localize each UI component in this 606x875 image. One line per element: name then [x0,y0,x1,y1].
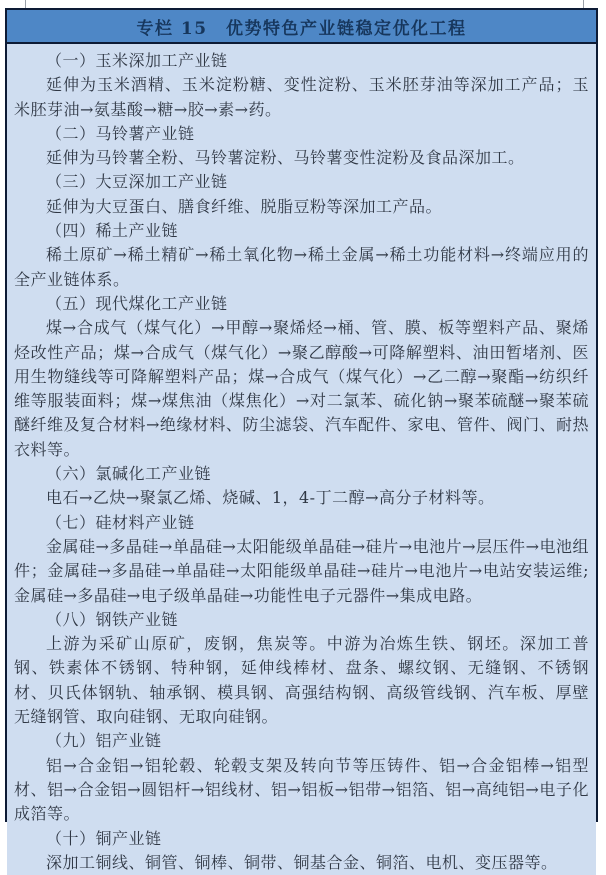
page-gridline-tick [583,0,584,8]
section-heading: （一）玉米深加工产业链 [14,49,589,73]
panel-header [7,10,596,44]
section-heading: （四）稀土产业链 [14,219,589,243]
section-heading: （九）铝产业链 [14,729,589,753]
section-rare-earth [14,219,589,292]
section-body: 稀土原矿→稀土精矿→稀土氧化物→稀土金属→稀土功能材料→终端应用的全产业链体系。 [14,243,589,292]
section-heading: （六）氯碱化工产业链 [14,462,589,486]
section-body: 金属硅→多晶硅→单晶硅→太阳能级单晶硅→硅片→电池片→层压件→电池组件；金属硅→多晶硅→单晶硅→太阳能级单晶硅→硅片→电池片→电站安装运维;金属硅→多晶硅→电子级单晶硅→功能性电子元器件→集成电路。 [14,535,589,608]
section-body: 延伸为马铃薯全粉、马铃薯淀粉、马铃薯变性淀粉及食品深加工。 [14,146,589,170]
section-body: 上游为采矿山原矿，废钢，焦炭等。中游为冶炼生铁、钢坯。深加工普钢、铁素体不锈钢、特种钢，延伸线棒材、盘条、螺纹钢、无缝钢、不锈钢材、贝氏体钢轨、轴承钢、模具钢、高强结构钢、高级管线钢、汽车板、厚壁无缝钢管、取向硅钢、无取向硅钢。 [14,632,589,729]
section-heading: （二）马铃薯产业链 [14,122,589,146]
section-steel [14,608,589,729]
section-potato [14,122,589,171]
section-body: 延伸为大豆蛋白、膳食纤维、脱脂豆粉等深加工产品。 [14,195,589,219]
section-heading: （十）铜产业链 [14,827,589,851]
panel-title: 专栏 15 优势特色产业链稳定优化工程 [136,14,466,39]
section-chlor-alkali [14,462,589,511]
panel-content [7,44,596,875]
section-heading: （七）硅材料产业链 [14,511,589,535]
section-body: 延伸为玉米酒精、玉米淀粉糖、变性淀粉、玉米胚芽油等深加工产品；玉米胚芽油→氨基酸→糖→胶→素→药。 [14,73,589,122]
section-body: 煤→合成气（煤气化）→甲醇→聚烯烃→桶、管、膜、板等塑料产品、聚烯烃改性产品；煤→合成气（煤气化）→聚乙醇酸→可降解塑料、油田暂堵剂、医用生物缝线等可降解塑料产品；煤→合成气（煤气化）→乙二醇→聚酯→纺织纤维等服装面料；煤→煤焦油（煤焦化）→对二氯苯、硫化钠→聚苯硫醚→聚苯硫醚纤维及复合材料→绝缘材料、防尘滤袋、汽车配件、家电、管件、阀门、耐热衣料等。 [14,316,589,462]
section-heading: （三）大豆深加工产业链 [14,170,589,194]
page-gridline-tick [25,0,26,8]
section-silicon [14,511,589,608]
section-aluminum [14,729,589,826]
section-body: 深加工铜线、铜管、铜棒、铜带、铜基合金、铜箔、电机、变压器等。 [14,851,589,875]
section-body: 电石→乙炔→聚氯乙烯、烧碱、1，4-丁二醇→高分子材料等。 [14,486,589,510]
section-soybean [14,170,589,219]
section-copper [14,827,589,875]
section-coal-chemical [14,292,589,462]
section-body: 铝→合金铝→铝轮毂、轮毂支架及转向节等压铸件、铝→合金铝棒→铝型材、铝→合金铝→圆铝杆→铝线材、铝→铝板→铝带→铝箔、铝→高纯铝→电子化成箔等。 [14,754,589,827]
section-heading: （八）钢铁产业链 [14,608,589,632]
section-corn [14,49,589,122]
section-heading: （五）现代煤化工产业链 [14,292,589,316]
column-panel [5,8,598,822]
